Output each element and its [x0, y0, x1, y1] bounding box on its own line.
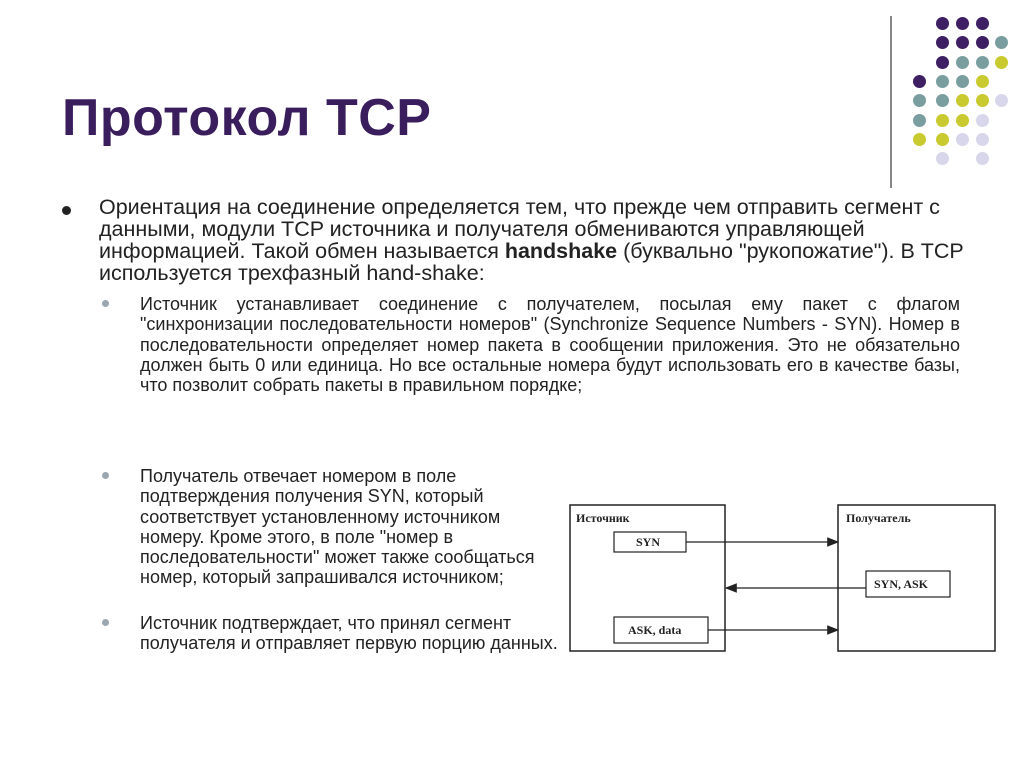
decorative-dot: [976, 17, 989, 30]
sub-bullet-marker: [102, 300, 109, 307]
sub-bullet-2-text: Получатель отвечает номером в поле подтверждения получения SYN, который соответствует установленному источником номеру. Кроме этого, в поле "номер в последовательности" может также сообщаться номер, который запрашивался источником;: [140, 466, 535, 588]
main-bullet-text-part2: (буквально "рукопожатие"). В TCP используется трехфазный hand-shake:: [99, 239, 964, 285]
main-bullet-text-part1: Ориентация на соединение определяется тем, что прежде чем отправить сегмент с данными, модули TCP источника и получателя обмениваются управляющей информацией. Такой обмен называется: [99, 195, 940, 263]
decorative-dot: [913, 114, 926, 127]
decorative-dot: [956, 75, 969, 88]
decorative-dot: [995, 36, 1008, 49]
sub-bullet-3-text: Источник подтверждает, что принял сегмент получателя и отправляет первую порцию данных.: [140, 613, 558, 654]
decorative-dot: [956, 133, 969, 146]
decorative-dot: [913, 75, 926, 88]
decorative-dot: [913, 94, 926, 107]
decorative-dot: [995, 94, 1008, 107]
decorative-dot: [976, 56, 989, 69]
decorative-dot: [956, 94, 969, 107]
syn-label: SYN: [636, 535, 661, 549]
decorative-dot: [936, 75, 949, 88]
decorative-dot: [956, 36, 969, 49]
receiver-label: Получатель: [846, 511, 911, 525]
decorative-dot: [936, 94, 949, 107]
decorative-dot: [936, 56, 949, 69]
decorative-divider: [890, 16, 892, 188]
decorative-dot: [976, 114, 989, 127]
decorative-dot: [956, 114, 969, 127]
decorative-dot: [936, 133, 949, 146]
decorative-dot: [976, 94, 989, 107]
bullet-marker: [62, 206, 71, 215]
decorative-dot: [976, 75, 989, 88]
decorative-dot: [976, 133, 989, 146]
decorative-dot: [913, 133, 926, 146]
sub-bullet-marker: [102, 472, 109, 479]
sub-bullet-marker: [102, 619, 109, 626]
handshake-diagram: [566, 500, 998, 656]
main-bullet-text: [99, 196, 979, 284]
decorative-dot: [936, 36, 949, 49]
source-label: Источник: [576, 511, 630, 525]
slide-title: Протокол TCP: [62, 89, 432, 147]
decorative-dot: [976, 36, 989, 49]
decorative-dot: [956, 17, 969, 30]
decorative-dot: [995, 56, 1008, 69]
decorative-dot: [976, 152, 989, 165]
decorative-dot: [936, 114, 949, 127]
ask-data-label: ASK, data: [628, 623, 682, 637]
main-bullet-bold-term: handshake: [504, 239, 618, 263]
decorative-dot: [936, 17, 949, 30]
sub-bullet-1-text: Источник устанавливает соединение с получателем, посылая ему пакет с флагом "синхронизации последовательности номеров" (Synchronize Sequence Numbers - SYN). Номер в последовательности определяет номер пакета в сообщении приложения. Это не обязательно должен быть 0 или единица. Но все остальные номера будут использовать его в качестве базы, что позволит собрать пакеты в правильном порядке;: [140, 294, 960, 396]
decorative-dot: [956, 56, 969, 69]
decorative-dot: [936, 152, 949, 165]
syn-ask-label: SYN, ASK: [874, 577, 929, 591]
